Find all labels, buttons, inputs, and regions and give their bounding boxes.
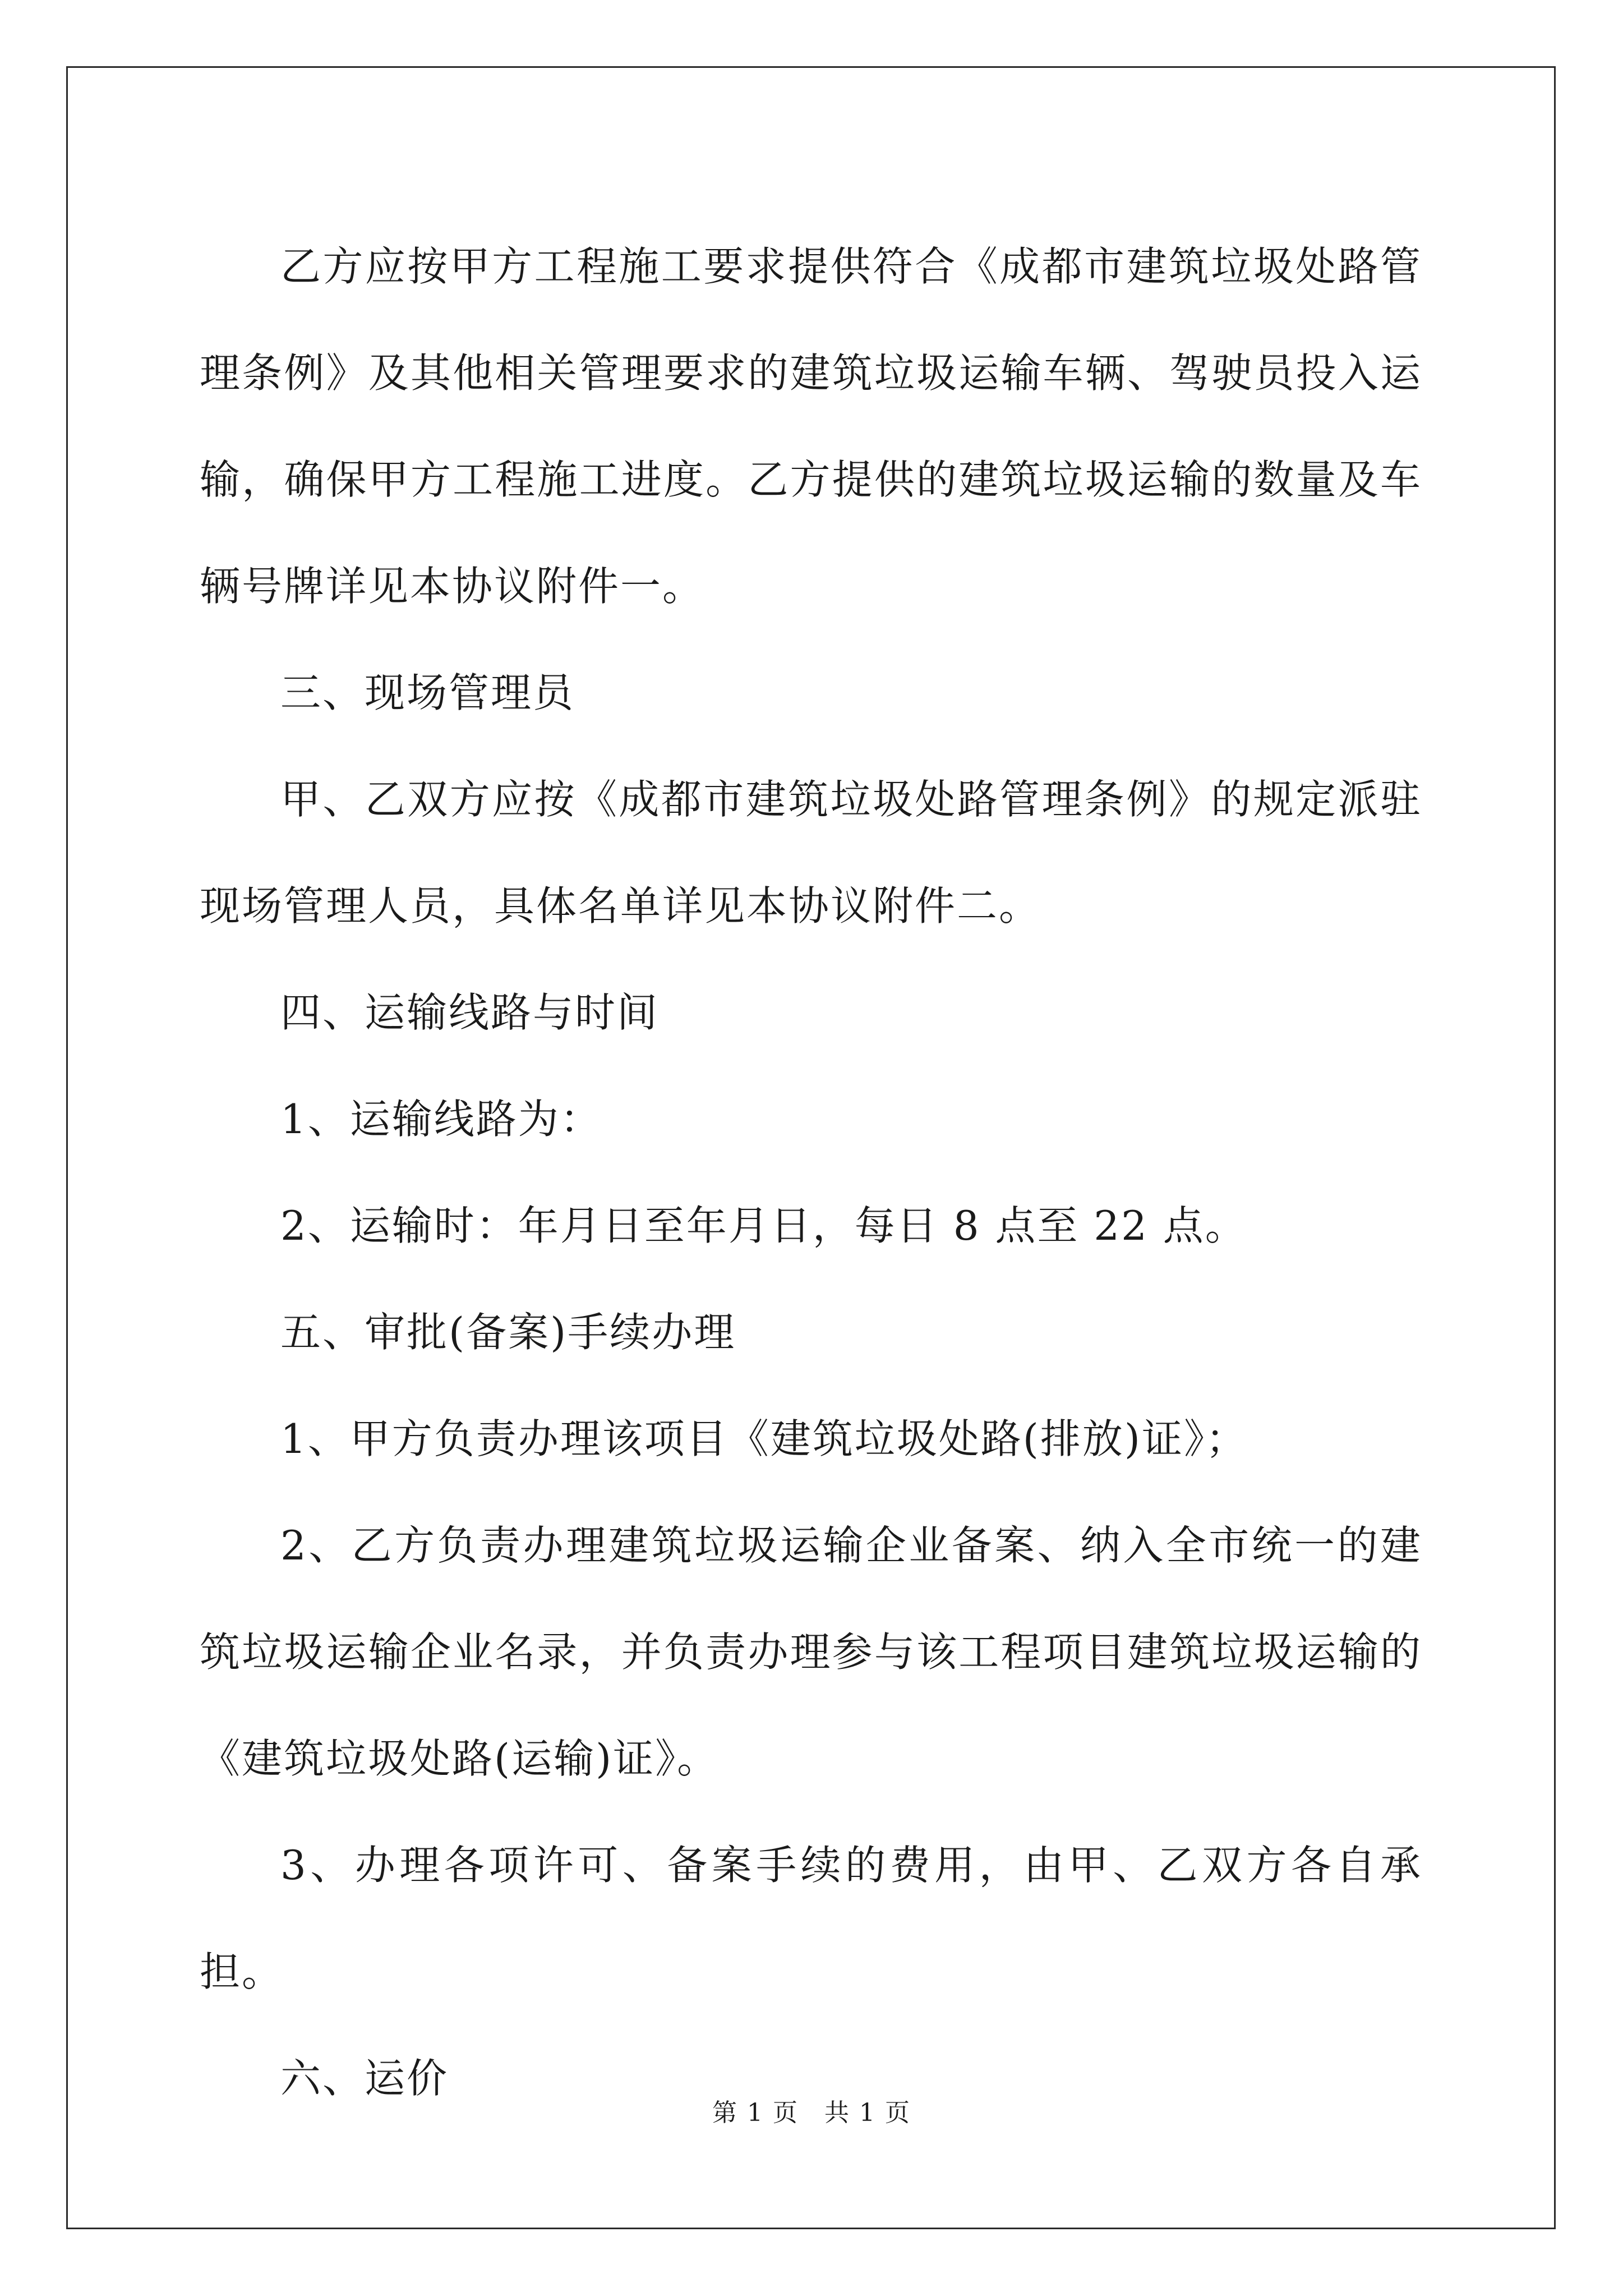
section-heading-approval: 五、审批(备案)手续办理 — [280, 1309, 736, 1356]
paragraph-route: 1、运输线路为： — [280, 1096, 602, 1143]
paragraph-approval-party-b: 2、乙方负责办理建筑垃圾运输企业备案、纳入全市统一的建筑垃圾运输企业名录，并负责办理参与该工程项目建筑垃圾运输的《建筑垃圾处路(运输)证》。 — [200, 1522, 1422, 1782]
page-footer: 第 1 页 共 1 页 — [712, 2099, 911, 2127]
paragraph-site-manager: 甲、乙双方应按《成都市建筑垃圾处路管理条例》的规定派驻现场管理人员，具体名单详见本协议附件二。 — [200, 776, 1422, 930]
section-heading-freight-price: 六、运价 — [280, 2055, 449, 2102]
section-heading-site-manager: 三、现场管理员 — [280, 669, 575, 716]
paragraph-transport-time: 2、运输时：年月日至年月日，每日 8 点至 22 点。 — [280, 1202, 1247, 1249]
paragraph-approval-fees: 3、办理各项许可、备案手续的费用，由甲、乙双方各自承担。 — [200, 1842, 1422, 1995]
paragraph-vehicle-requirements: 乙方应按甲方工程施工要求提供符合《成都市建筑垃圾处路管理条例》及其他相关管理要求的建筑垃圾运输车辆、驾驶员投入运输，确保甲方工程施工进度。乙方提供的建筑垃圾运输的数量及车辆号牌详见本协议附件一。 — [200, 243, 1422, 610]
document-body — [200, 213, 1422, 2132]
section-heading-route-time: 四、运输线路与时间 — [280, 989, 660, 1036]
paragraph-approval-party-a: 1、甲方负责办理该项目《建筑垃圾处路(排放)证》； — [280, 1415, 1248, 1462]
